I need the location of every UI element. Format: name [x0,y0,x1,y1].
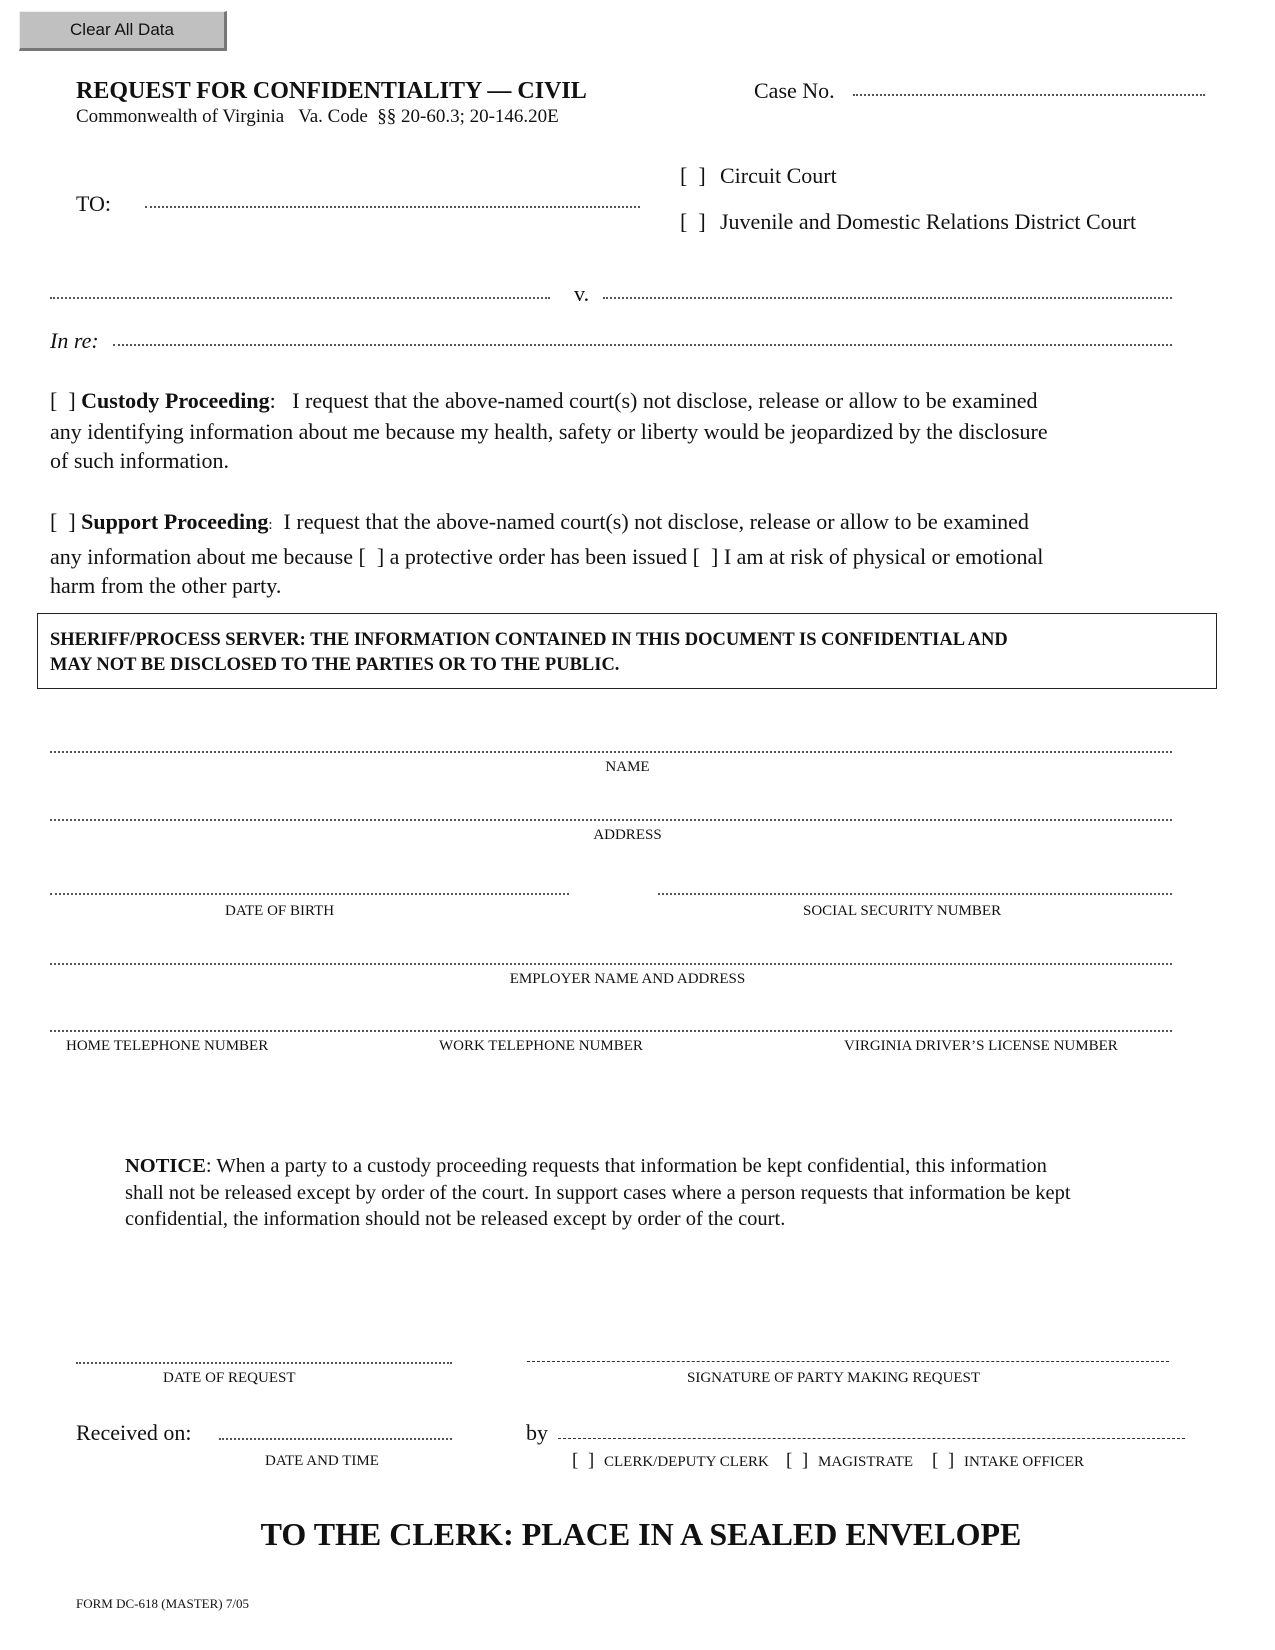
home-phone-label: HOME TELEPHONE NUMBER [66,1038,269,1054]
support-line-1: [ ] Support Proceeding: I request that the above-named court(s) not disclose, release or allow to be examined [50,509,1029,534]
notice-title: NOTICE [125,1155,206,1177]
clerk-instruction: TO THE CLERK: PLACE IN A SEALED ENVELOPE [260,1516,1022,1552]
notice-line-3: confidential, the information should not be released except by order of the court. [125,1208,786,1230]
circuit-court-checkbox[interactable]: [ ] [680,163,706,188]
received-by-field[interactable] [558,1438,1185,1439]
phone-license-field[interactable] [50,1030,1172,1032]
clear-all-data-button[interactable]: Clear All Data [19,11,227,51]
support-line-3: harm from the other party. [50,573,282,598]
date-time-label: DATE AND TIME [265,1453,379,1469]
case-no-field[interactable] [853,94,1205,96]
received-on-label: Received on: [76,1420,192,1445]
risk-of-harm-checkbox[interactable]: [ ] [692,544,719,569]
intake-checkbox[interactable]: [ ] [932,1450,955,1471]
juvenile-court-checkbox[interactable]: [ ] [680,209,706,234]
support-title: Support Proceeding [81,509,269,534]
address-field[interactable] [50,819,1172,821]
form-title: REQUEST FOR CONFIDENTIALITY — CIVIL [76,78,587,104]
dob-field[interactable] [50,893,569,895]
address-label: ADDRESS [593,827,662,843]
form-subtitle: Commonwealth of Virginia Va. Code §§ 20-60.3; 20-146.20E [76,106,559,127]
magistrate-checkbox[interactable]: [ ] [786,1450,809,1471]
case-no-label: Case No. [754,78,835,103]
warning-line-2: MAY NOT BE DISCLOSED TO THE PARTIES OR TO THE PUBLIC. [50,655,620,675]
ssn-label: SOCIAL SECURITY NUMBER [803,903,1002,919]
to-field[interactable] [145,206,640,208]
signature-field[interactable] [527,1361,1169,1362]
magistrate-label: MAGISTRATE [818,1454,914,1470]
notice-line-2: shall not be released except by order of the court. In support cases where a person requests that information be kept [125,1182,1071,1204]
plaintiff-field[interactable] [50,297,550,299]
employer-field[interactable] [50,963,1172,965]
signature-label: SIGNATURE OF PARTY MAKING REQUEST [687,1370,981,1386]
name-field[interactable] [50,751,1172,753]
custody-line-3: of such information. [50,448,230,473]
custody-line-2: any identifying information about me because my health, safety or liberty would be jeopardized by the disclosure [50,419,1048,444]
work-phone-label: WORK TELEPHONE NUMBER [439,1038,643,1054]
name-label: NAME [605,759,650,775]
license-label: VIRGINIA DRIVER’S LICENSE NUMBER [844,1038,1118,1054]
warning-line-1: SHERIFF/PROCESS SERVER: THE INFORMATION CONTAINED IN THIS DOCUMENT IS CONFIDENTIAL AND [50,630,1008,650]
juvenile-court-label: Juvenile and Domestic Relations District Court [720,209,1137,234]
ssn-field[interactable] [658,893,1172,895]
to-label: TO: [76,191,112,216]
dob-label: DATE OF BIRTH [225,903,335,919]
custody-title: Custody Proceeding [81,388,270,413]
versus-label: v. [574,281,590,306]
employer-label: EMPLOYER NAME AND ADDRESS [509,971,746,987]
in-re-field[interactable] [113,344,1172,346]
by-label: by [526,1420,548,1445]
support-line-2: any information about me because [ ] a protective order has been issued [ ] I am at risk of physical or emotional [50,544,1044,569]
confidential-warning-box [37,613,1217,689]
protective-order-checkbox[interactable]: [ ] [358,544,385,569]
custody-line-1: [ ] Custody Proceeding: I request that the above-named court(s) not disclose, release or allow to be examined [50,388,1038,413]
clerk-label: CLERK/DEPUTY CLERK [604,1454,769,1470]
circuit-court-label: Circuit Court [720,163,837,188]
in-re-label: In re: [50,328,99,353]
notice-line-1: NOTICE: When a party to a custody proceeding requests that information be kept confidential, this information [125,1155,1047,1177]
date-of-request-label: DATE OF REQUEST [163,1370,296,1386]
received-on-field[interactable] [219,1438,452,1440]
intake-label: INTAKE OFFICER [964,1454,1085,1470]
defendant-field[interactable] [603,297,1172,299]
support-checkbox[interactable]: [ ] [50,509,76,534]
custody-checkbox[interactable]: [ ] [50,388,76,413]
clerk-checkbox[interactable]: [ ] [572,1450,595,1471]
date-of-request-field[interactable] [76,1362,452,1364]
form-number: FORM DC-618 (MASTER) 7/05 [76,1596,249,1611]
